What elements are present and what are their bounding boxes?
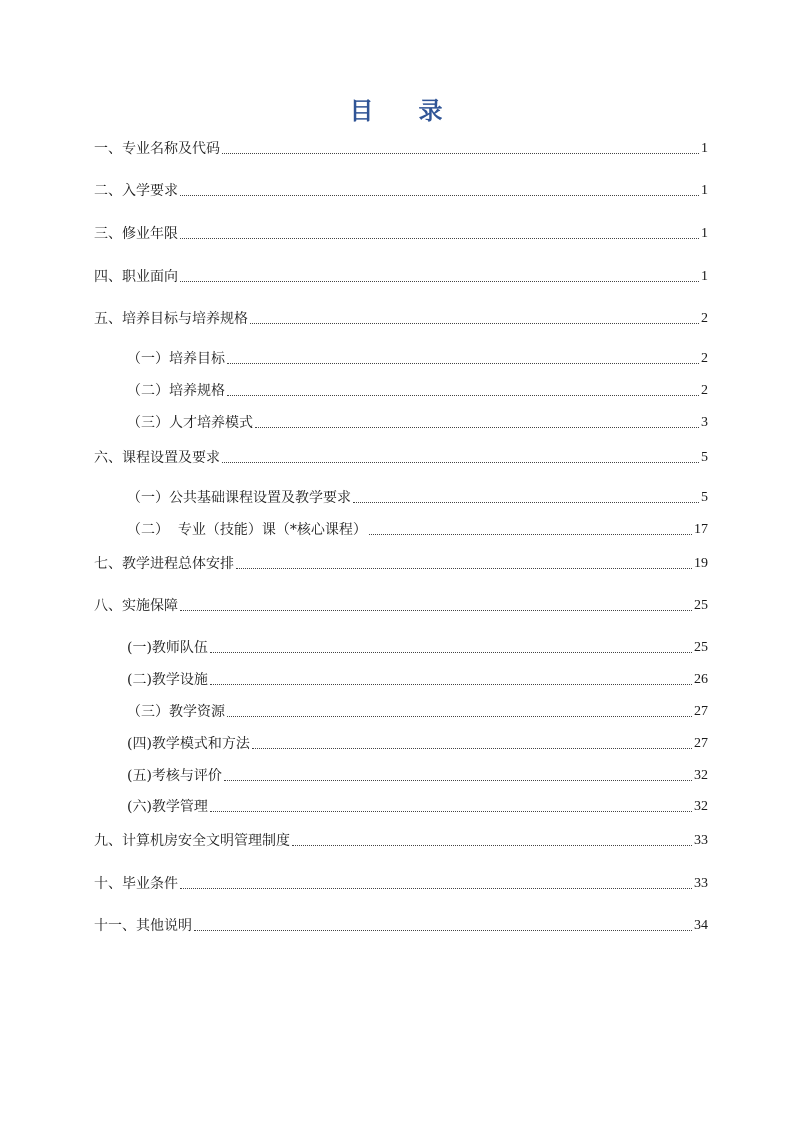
- toc-leader: [227, 362, 699, 364]
- toc-label: 九、计算机房安全文明管理制度: [94, 833, 290, 849]
- toc-page-number: 25: [694, 598, 708, 613]
- toc-entry-14[interactable]: [127, 636, 708, 658]
- toc-entry-13[interactable]: [94, 594, 708, 616]
- toc-leader: [227, 715, 692, 717]
- toc-entry-22[interactable]: [94, 914, 708, 936]
- toc-leader: [210, 683, 692, 685]
- toc-page-number: 3: [701, 415, 708, 430]
- toc-leader: [236, 567, 692, 569]
- toc-entry-7[interactable]: [127, 379, 708, 401]
- toc-leader: [227, 394, 699, 396]
- toc-label: （二）培养规格: [127, 383, 225, 399]
- toc-entry-18[interactable]: [127, 764, 708, 786]
- toc-label: （一）培养目标: [127, 351, 225, 367]
- toc-label: 五、培养目标与培养规格: [94, 311, 248, 327]
- toc-leader: [222, 152, 699, 154]
- toc-label: 十一、其他说明: [94, 918, 192, 934]
- toc-leader: [252, 747, 692, 749]
- title-char-2: 录: [418, 97, 444, 125]
- toc-leader: [222, 461, 699, 463]
- toc-label: 一、专业名称及代码: [94, 141, 220, 157]
- toc-entry-1[interactable]: [94, 137, 708, 159]
- toc-leader: [194, 929, 692, 931]
- toc-entry-10[interactable]: [127, 486, 708, 508]
- toc-label: 四、职业面向: [94, 269, 178, 285]
- toc-label: （一）公共基础课程设置及教学要求: [127, 490, 351, 506]
- toc-label: 八、实施保障: [94, 598, 178, 614]
- toc-entry-15[interactable]: [127, 668, 708, 690]
- toc-label: (二)教学设施: [127, 672, 208, 688]
- toc-page-number: 5: [701, 490, 708, 505]
- toc-leader: [180, 194, 699, 196]
- toc-entry-9[interactable]: [94, 446, 708, 468]
- toc-leader: [180, 280, 699, 282]
- toc-entry-2[interactable]: [94, 179, 708, 201]
- toc-label: （三）人才培养模式: [127, 415, 253, 431]
- toc-page-number: 1: [701, 269, 708, 284]
- toc-entry-12[interactable]: [94, 552, 708, 574]
- toc-entry-4[interactable]: [94, 265, 708, 287]
- toc-page-number: 34: [694, 918, 708, 933]
- toc-page-number: 19: [694, 556, 708, 571]
- toc-entry-21[interactable]: [94, 872, 708, 894]
- toc-label: (四)教学模式和方法: [127, 736, 250, 752]
- toc-leader: [180, 609, 692, 611]
- toc-label: 十、毕业条件: [94, 876, 178, 892]
- toc-page-number: 1: [701, 226, 708, 241]
- toc-page-number: 32: [694, 799, 708, 814]
- toc-leader: [224, 779, 692, 781]
- toc-page-number: 1: [701, 183, 708, 198]
- toc-page-number: 25: [694, 640, 708, 655]
- toc-label: （二） 专业（技能）课（*核心课程）: [127, 522, 367, 538]
- page-title: [0, 91, 793, 126]
- toc-entry-16[interactable]: [127, 700, 708, 722]
- toc-entry-20[interactable]: [94, 829, 708, 851]
- toc-page-number: 2: [701, 383, 708, 398]
- toc-page-number: 26: [694, 672, 708, 687]
- toc-page-number: 1: [701, 141, 708, 156]
- toc-label: 三、修业年限: [94, 226, 178, 242]
- toc-leader: [180, 237, 699, 239]
- toc-entry-8[interactable]: [127, 411, 708, 433]
- toc-page-number: 32: [694, 768, 708, 783]
- toc-page-number: 5: [701, 450, 708, 465]
- toc-entry-17[interactable]: [127, 732, 708, 754]
- toc-leader: [180, 887, 692, 889]
- toc-label: 六、课程设置及要求: [94, 450, 220, 466]
- toc-page-number: 27: [694, 736, 708, 751]
- toc-entry-11[interactable]: [127, 518, 708, 540]
- toc-entry-3[interactable]: [94, 222, 708, 244]
- toc-page-number: 27: [694, 704, 708, 719]
- toc-leader: [250, 322, 699, 324]
- toc-page-number: 33: [694, 876, 708, 891]
- toc-label: (六)教学管理: [127, 799, 208, 815]
- toc-leader: [210, 810, 692, 812]
- toc-label: (五)考核与评价: [127, 768, 222, 784]
- title-char-1: 目: [349, 97, 375, 125]
- toc-label: 二、入学要求: [94, 183, 178, 199]
- toc-page-number: 2: [701, 351, 708, 366]
- toc-leader: [292, 844, 692, 846]
- toc-label: 七、教学进程总体安排: [94, 556, 234, 572]
- toc-leader: [353, 501, 699, 503]
- toc-label: （三）教学资源: [127, 704, 225, 720]
- toc-leader: [210, 651, 692, 653]
- toc-page-number: 33: [694, 833, 708, 848]
- toc-entry-19[interactable]: [127, 795, 708, 817]
- toc-leader: [369, 533, 692, 535]
- toc-page-number: 2: [701, 311, 708, 326]
- toc-page-number: 17: [694, 522, 708, 537]
- toc-entry-5[interactable]: [94, 307, 708, 329]
- toc-label: (一)教师队伍: [127, 640, 208, 656]
- toc-entry-6[interactable]: [127, 347, 708, 369]
- toc-leader: [255, 426, 699, 428]
